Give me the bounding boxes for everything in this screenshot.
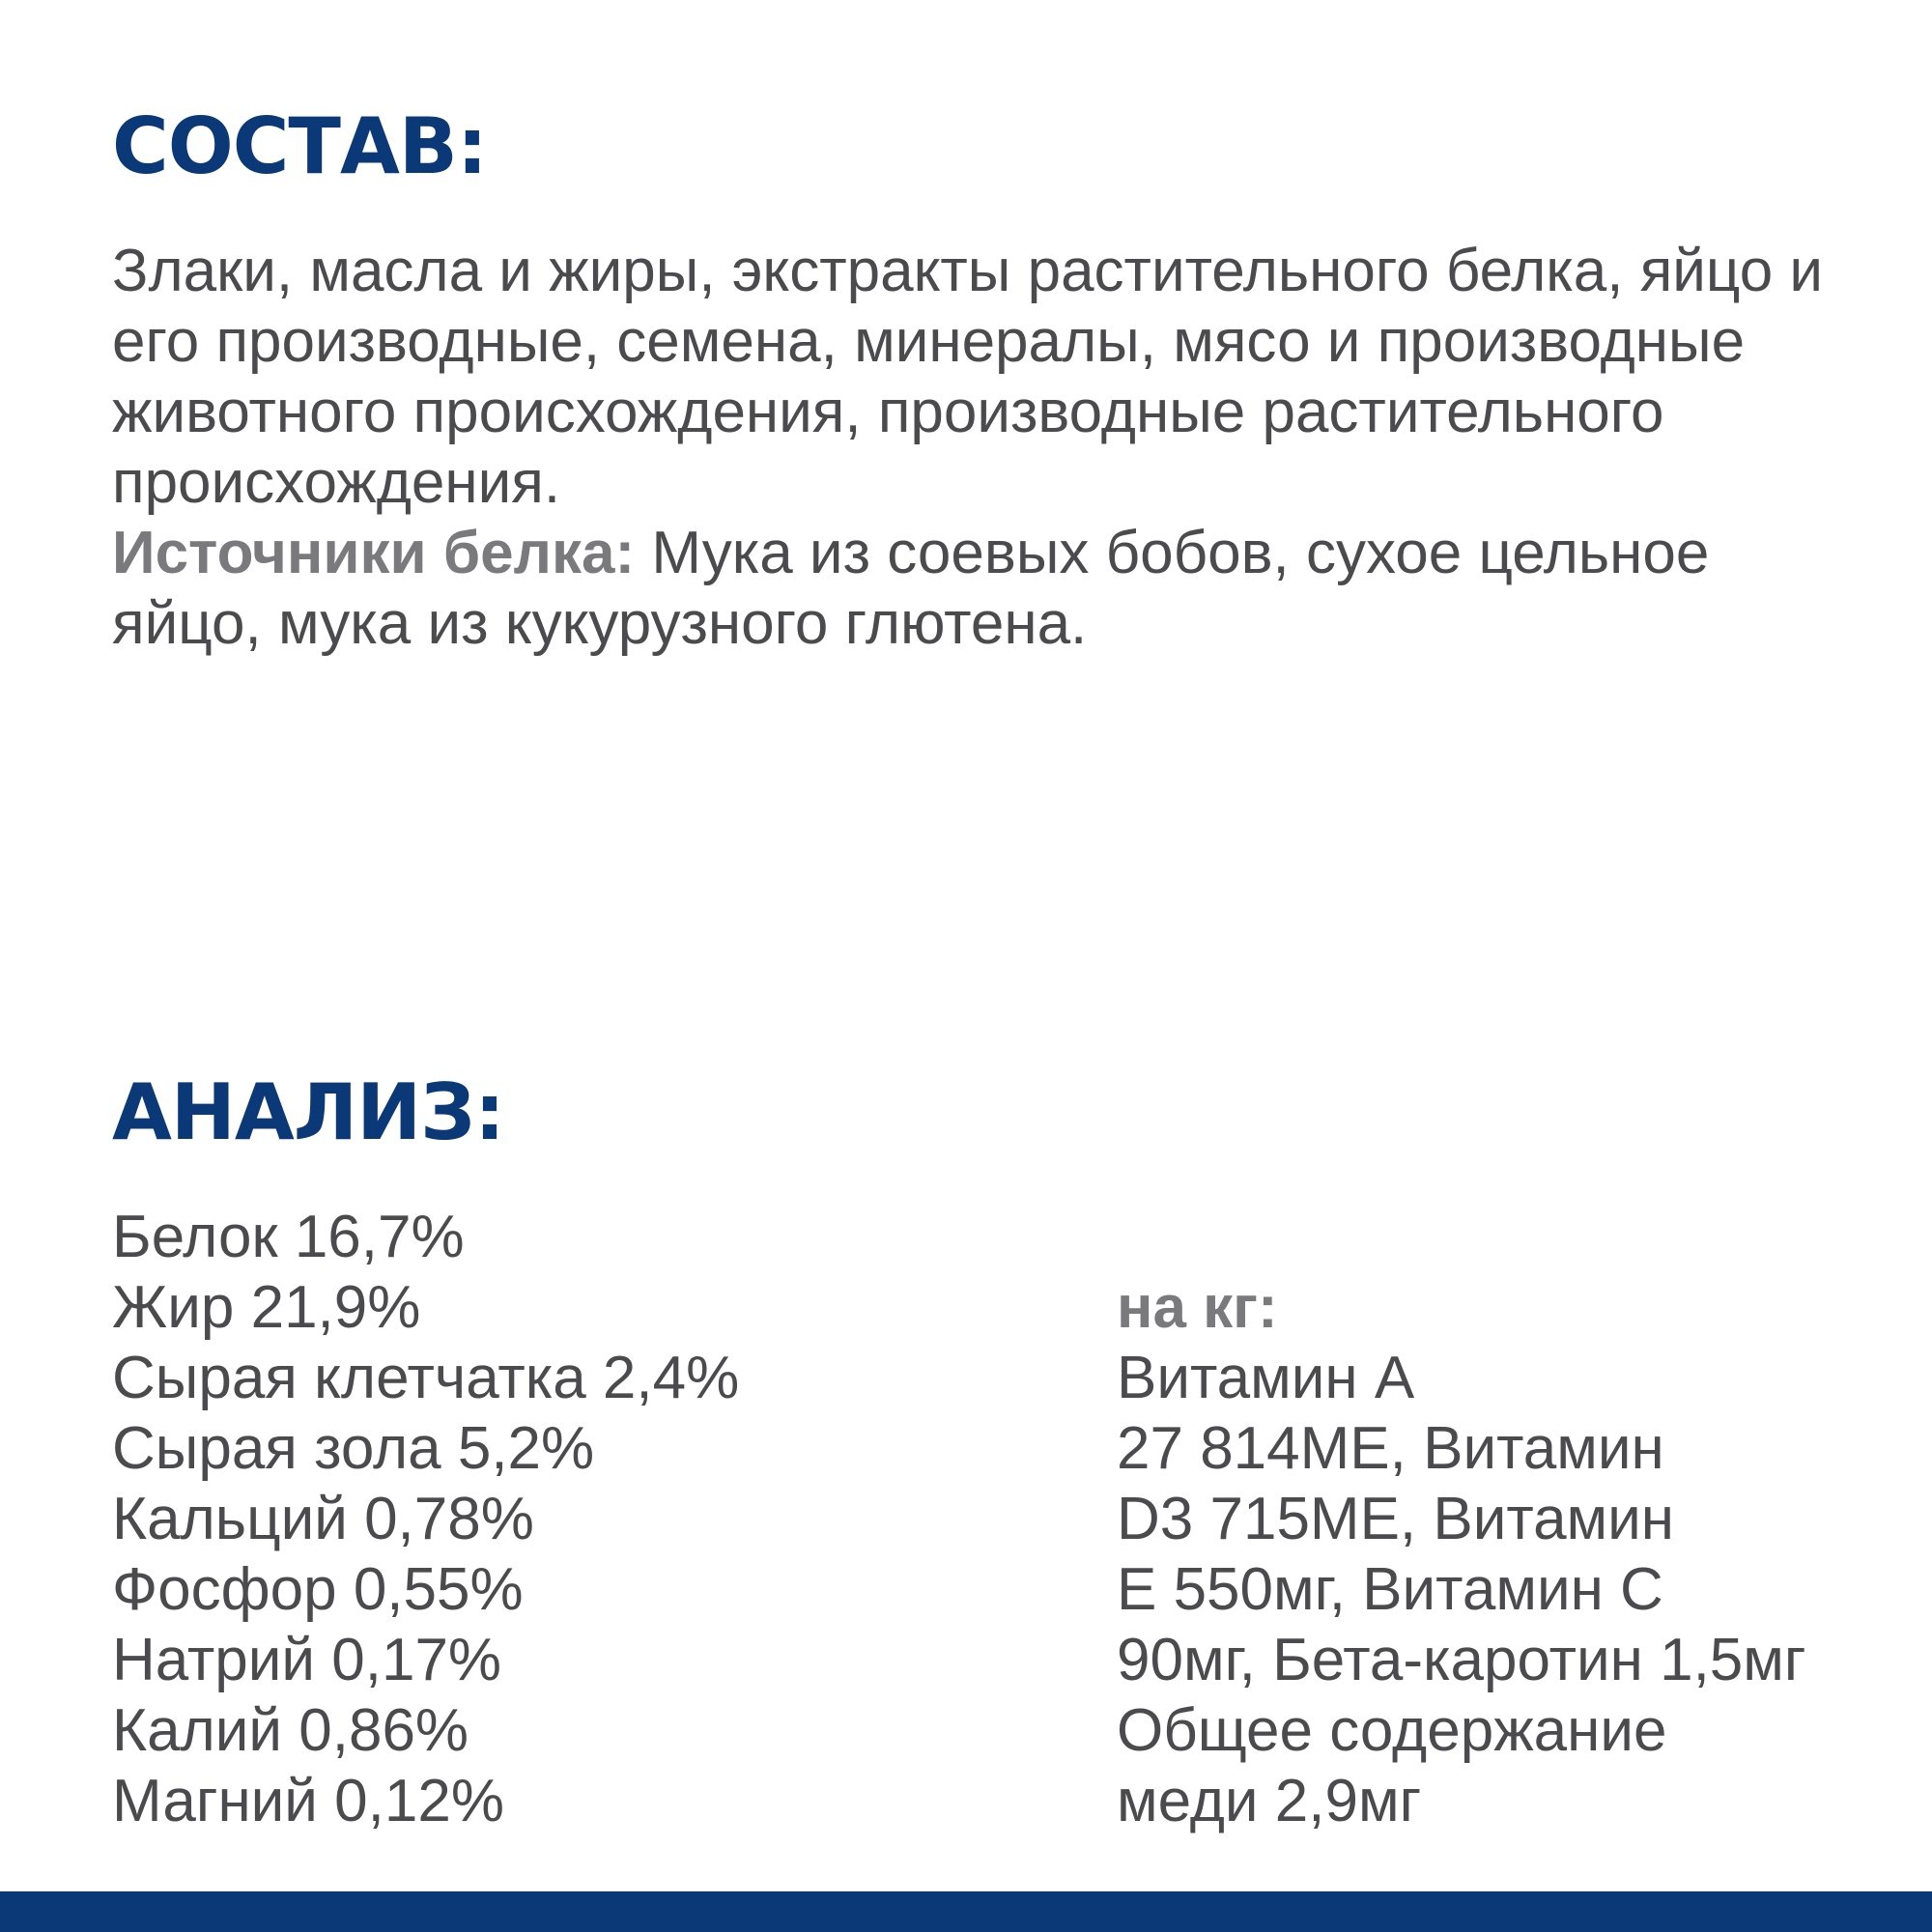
footer-bar bbox=[0, 1891, 1932, 1932]
analysis-item-phosphorus: Фосфор 0,55% bbox=[112, 1556, 524, 1623]
analysis-item-magnesium: Магний 0,12% bbox=[112, 1768, 504, 1834]
analysis-item-fat: Жир 21,9% bbox=[112, 1274, 421, 1341]
per-kg-line: меди 2,9мг bbox=[1117, 1768, 1422, 1834]
analysis-item-sodium: Натрий 0,17% bbox=[112, 1627, 502, 1693]
composition-body bbox=[112, 236, 1841, 659]
analysis-heading: АНАЛИЗ: bbox=[112, 1067, 505, 1157]
per-kg-line: 90мг, Бета-каротин 1,5мг bbox=[1117, 1627, 1806, 1693]
ingredients-text: Злаки, масла и жиры, экстракты растительного белка, яйцо и его производные, семена, минералы, мясо и производные животного происхождения, производные растительного происхождения. bbox=[112, 238, 1824, 516]
composition-heading: СОСТАВ: bbox=[112, 101, 487, 191]
per-kg-line: D3 715МЕ, Витамин bbox=[1117, 1486, 1675, 1552]
analysis-item-crude-ash: Сырая зола 5,2% bbox=[112, 1415, 595, 1482]
analysis-item-crude-fiber: Сырая клетчатка 2,4% bbox=[112, 1345, 740, 1411]
analysis-item-protein: Белок 16,7% bbox=[112, 1204, 465, 1270]
per-kg-line: Общее содержание bbox=[1117, 1697, 1667, 1764]
analysis-list bbox=[112, 1202, 739, 1836]
protein-sources-text: Мука из соевых бобов, сухое цельное яйцо, мука из кукурузного глютена. bbox=[112, 520, 1710, 657]
analysis-item-potassium: Калий 0,86% bbox=[112, 1697, 469, 1764]
per-kg-line: Е 550мг, Витамин С bbox=[1117, 1556, 1663, 1623]
per-kg-label: на кг: bbox=[1117, 1274, 1278, 1341]
analysis-item-calcium: Кальций 0,78% bbox=[112, 1486, 534, 1552]
protein-sources bbox=[112, 518, 1841, 659]
per-kg-line: Витамин А bbox=[1117, 1345, 1415, 1411]
per-kg-block bbox=[1117, 1272, 1889, 1836]
per-kg-line: 27 814МЕ, Витамин bbox=[1117, 1415, 1664, 1482]
protein-sources-label: Источники белка: bbox=[112, 520, 636, 586]
